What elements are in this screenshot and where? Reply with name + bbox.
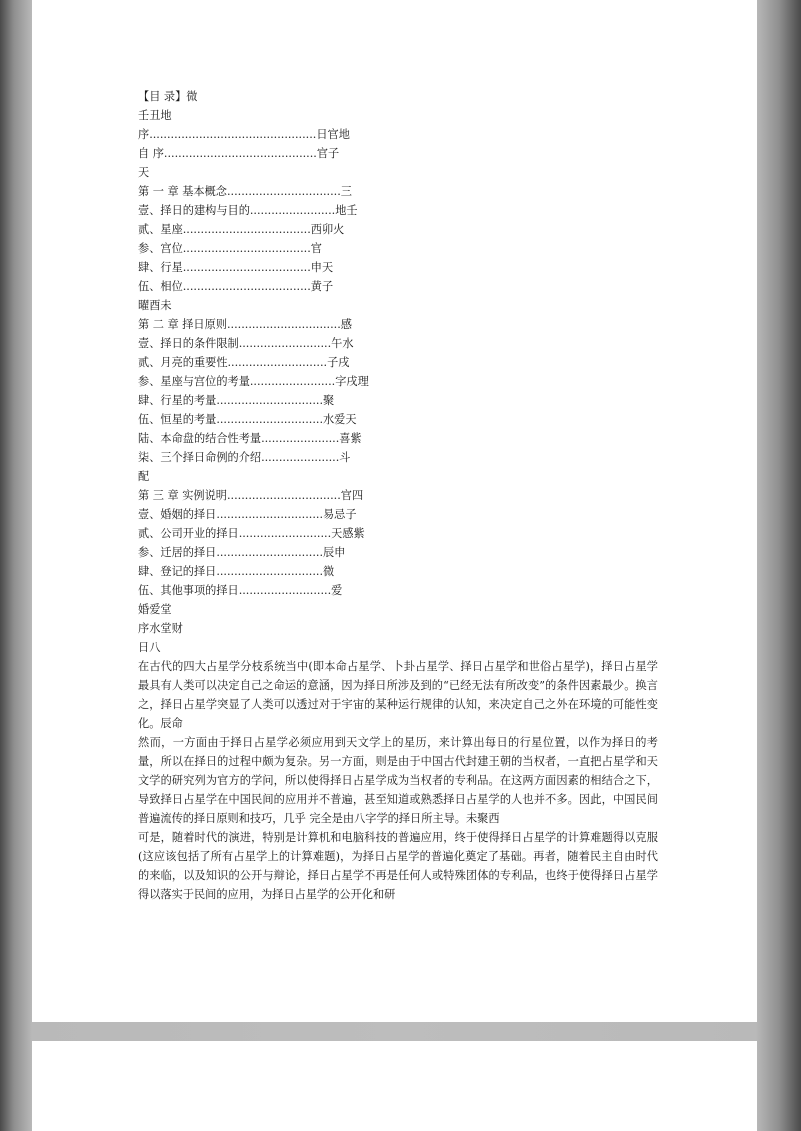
toc-entry: 壹、婚姻的择日..............................易忌子 xyxy=(138,508,357,521)
toc-entry: 肆、行星的考量..............................聚 xyxy=(138,394,335,407)
toc-entry: 参、星座与宫位的考量........................字戌理 xyxy=(138,375,369,388)
toc-line: 曜酉未 xyxy=(138,299,172,312)
toc-line: 配 xyxy=(138,470,150,483)
toc-entry-preface: 序...............................................日官地 xyxy=(138,128,350,141)
toc-entry-chapter-1: 第 一 章 基本概念................................三 xyxy=(138,185,352,198)
toc-entry: 伍、其他事项的择日..........................爱 xyxy=(138,584,343,597)
toc-entry: 贰、月亮的重要性............................子戌 xyxy=(138,356,350,369)
toc-entry: 参、迁居的择日..............................辰申 xyxy=(138,546,346,559)
toc-entry: 肆、行星....................................申天 xyxy=(138,261,334,274)
toc-title: 【目 录】微 xyxy=(138,90,198,103)
toc-entry: 陆、本命盘的结合性考量......................喜紫 xyxy=(138,432,362,445)
document-page-1 xyxy=(32,0,757,1022)
body-paragraph: 在古代的四大占星学分枝系统当中(即本命占星学、卜卦占星学、择日占星学和世俗占星学)，择日占星学最具有人类可以决定自己之命运的意涵，因为择日所涉及到的“已经无法有所改变”的条件因素最少。换言之，择日占星学突显了人类可以透过对于宇宙的某种运行规律的认知，来决定自己之外在环境的可能性变化。辰命 xyxy=(138,660,658,730)
toc-entry: 贰、星座....................................西卯火 xyxy=(138,223,345,236)
toc-entry-chapter-2: 第 二 章 择日原则................................感 xyxy=(138,318,352,331)
toc-entry-author-preface: 自 序...........................................官子 xyxy=(138,147,340,160)
page-content xyxy=(138,87,658,904)
toc-entry: 伍、恒星的考量..............................水爱天 xyxy=(138,413,357,426)
toc-entry: 壹、择日的建构与目的........................地壬 xyxy=(138,204,358,217)
toc-entry: 伍、相位....................................黄子 xyxy=(138,280,334,293)
toc-line: 日八 xyxy=(138,641,161,654)
toc-entry: 肆、登记的择日..............................微 xyxy=(138,565,335,578)
toc-line: 婚爱堂 xyxy=(138,603,172,616)
toc-line: 天 xyxy=(138,166,150,179)
toc-entry: 贰、公司开业的择日..........................天感紫 xyxy=(138,527,365,540)
toc-line: 序水堂财 xyxy=(138,622,183,635)
toc-line: 壬丑地 xyxy=(138,109,172,122)
toc-entry: 壹、择日的条件限制..........................午水 xyxy=(138,337,354,350)
document-page-2 xyxy=(32,1041,757,1131)
toc-entry: 柒、三个择日命例的介绍......................斗 xyxy=(138,451,351,464)
toc-entry: 参、宫位....................................官 xyxy=(138,242,322,255)
body-paragraph: 然而，一方面由于择日占星学必须应用到天文学上的星历，来计算出每日的行星位置，以作为择日的考量，所以在择日的过程中颇为复杂。另一方面，则是由于中国古代封建王朝的当权者，一直把占星学和天文学的研究列为官方的学问，所以使得择日占星学成为当权者的专利品。在这两方面因素的相结合之下，导致择日占星学在中国民间的应用并不普遍，甚至知道或熟悉择日占星学的人也并不多。因此，中国民间普遍流传的择日原则和技巧，几乎 完全是由八字学的择日所主导。未聚西 xyxy=(138,736,658,825)
body-paragraph: 可是，随着时代的演进，特别是计算机和电脑科技的普遍应用，终于使得择日占星学的计算难题得以克服(这应该包括了所有占星学上的计算难题)，为择日占星学的普遍化奠定了基础。再者，随着民主自由时代的来临，以及知识的公开与辩论，择日占星学不再是任何人或特殊团体的专利品，也终于使得择日占星学得以落实于民间的应用，为择日占星学的公开化和研 xyxy=(138,831,658,901)
toc-entry-chapter-3: 第 三 章 实例说明................................官四 xyxy=(138,489,364,502)
